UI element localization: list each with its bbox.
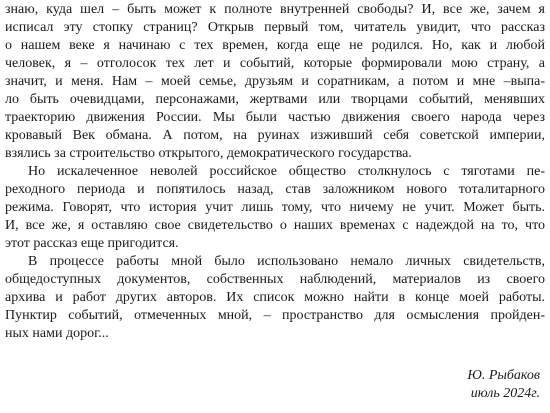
signature-author: Ю. Рыбаков [467,368,540,383]
text-line: Пунктир событий, отмеченных мной, – пространство для осмысления пройден- [5,308,545,323]
body-text [5,1,545,343]
text-line: взялись за строительство открытого, демократического государства. [5,146,412,161]
text-line: о нашем веке я начинаю с тех времен, когда еще не родился. Но, как и любой [5,38,545,53]
text-line: режима. Говорят, что история учит лишь тому, что ничему не учит. Может быть. [5,200,545,215]
text-line: траекторию движения России. Мы были частью движения своего народа через [5,110,545,125]
text-line: И, все же, я оставляю свое свидетельство о наших временах с надеждой на то, что [5,218,545,233]
text-line: реходного периода и попятилось назад, став заложником нового тоталитарного [5,182,545,197]
text-line: значит, и меня. Нам – моей семье, друзьям и соратникам, а потом и мне –выпа- [5,74,545,89]
text-line: человек, я – отголосок тех лет и событий, которые формировали мою страну, а [5,56,545,71]
text-line: архива и работ других авторов. Их список можно найти в конце моей работы. [5,290,545,305]
text-line: кровавый Век обмана. А потом, на руинах изживший себя советской империи, [5,128,545,143]
text-line: В процессе работы мной было использовано немало личных свидетельств, [28,254,545,269]
text-line: исписал эту стопку страниц? Открыв первый том, читатель увидит, что рассказ [5,20,545,35]
text-line: ных нами дорог... [5,326,109,341]
text-line: знаю, куда шел – быть может к полноте внутренней свободы? И, все же, зачем я [5,2,545,17]
text-line: общедоступных документов, собственных наблюдений, материалов из своего [5,272,545,287]
text-line: ло быть очевидцами, персонажами, жертвами или творцами событий, менявших [5,92,545,107]
signature [467,367,540,403]
text-line: Но искалеченное неволей российское общество столкнулось с тяготами пе- [28,164,545,179]
text-line: этот рассказ еще пригодится. [5,236,179,251]
signature-date: июль 2024г. [470,386,540,401]
